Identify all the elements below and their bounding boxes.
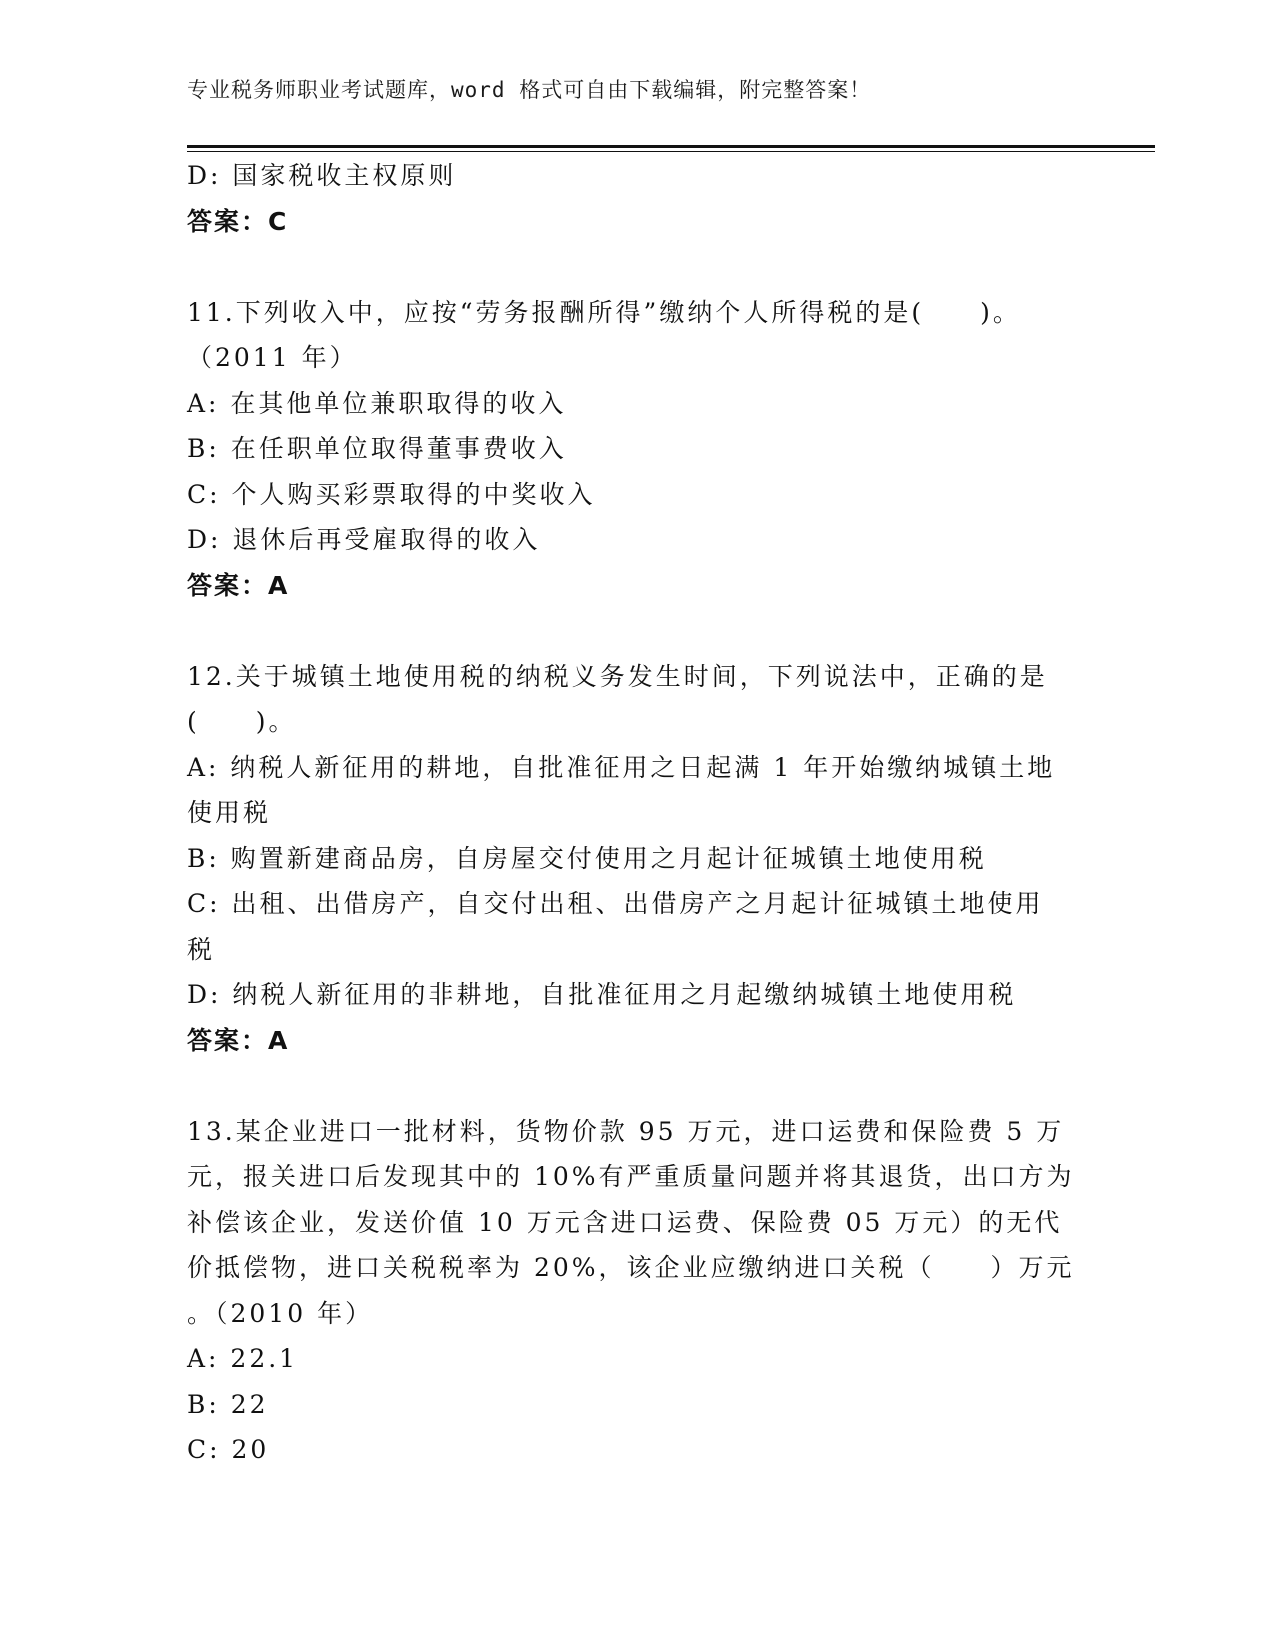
header-text: 专业税务师职业考试题库，word 格式可自由下载编辑，附完整答案！ <box>187 78 872 102</box>
text-line: A: 在其他单位兼职取得的收入 <box>187 388 567 418</box>
text-line: 使用税 <box>187 798 272 827</box>
text-line: A: 纳税人新征用的耕地，自批准征用之日起满 1 年开始缴纳城镇土地 <box>187 752 1056 782</box>
text-line: ( )。 <box>187 707 297 736</box>
text-line: D: 退休后再受雇取得的收入 <box>187 525 541 554</box>
document-body <box>187 153 1087 1473</box>
text-line: C: 个人购买彩票取得的中奖收入 <box>187 479 596 509</box>
text-line: D: 国家税收主权原则 <box>187 161 457 190</box>
text-line: 补偿该企业，发送价值 10 万元含进口运费、保险费 05 万元）的无代 <box>187 1207 1063 1237</box>
text-line: D: 纳税人新征用的非耕地，自批准征用之月起缴纳城镇土地使用税 <box>187 980 1017 1009</box>
answer-line: 答案：A <box>187 1025 290 1055</box>
text-line: B: 在任职单位取得董事费收入 <box>187 434 567 463</box>
text-line: A: 22.1 <box>187 1344 299 1373</box>
text-line: 价抵偿物，进口关税税率为 20%，该企业应缴纳进口关税（ ）万元 <box>187 1253 1075 1282</box>
answer-line: 答案：C <box>187 206 289 236</box>
text-line: （2011 年） <box>187 343 358 372</box>
text-line: 11.下列收入中，应按“劳务报酬所得”缴纳个人所得税的是( )。 <box>187 297 1021 327</box>
blank-line <box>187 1063 1087 1109</box>
text-line: 元，报关进口后发现其中的 10%有严重质量问题并将其退货，出口方为 <box>187 1162 1075 1191</box>
text-line: 13.某企业进口一批材料，货物价款 95 万元，进口运费和保险费 5 万 <box>187 1116 1065 1146</box>
blank-line <box>187 244 1087 290</box>
text-line: B: 购置新建商品房，自房屋交付使用之月起计征城镇土地使用税 <box>187 843 987 873</box>
header-rule-thin <box>187 151 1155 152</box>
text-line: 。（2010 年） <box>187 1298 374 1328</box>
text-line: 12.关于城镇土地使用税的纳税义务发生时间，下列说法中，正确的是 <box>187 661 1048 691</box>
answer-line: 答案：A <box>187 570 290 600</box>
text-line: C: 出租、出借房产，自交付出租、出借房产之月起计征城镇土地使用 <box>187 889 1044 918</box>
text-line: B: 22 <box>187 1389 269 1419</box>
blank-line <box>187 608 1087 654</box>
text-line: 税 <box>187 934 216 964</box>
text-line: C: 20 <box>187 1435 270 1464</box>
header-rule-thick <box>187 145 1155 148</box>
